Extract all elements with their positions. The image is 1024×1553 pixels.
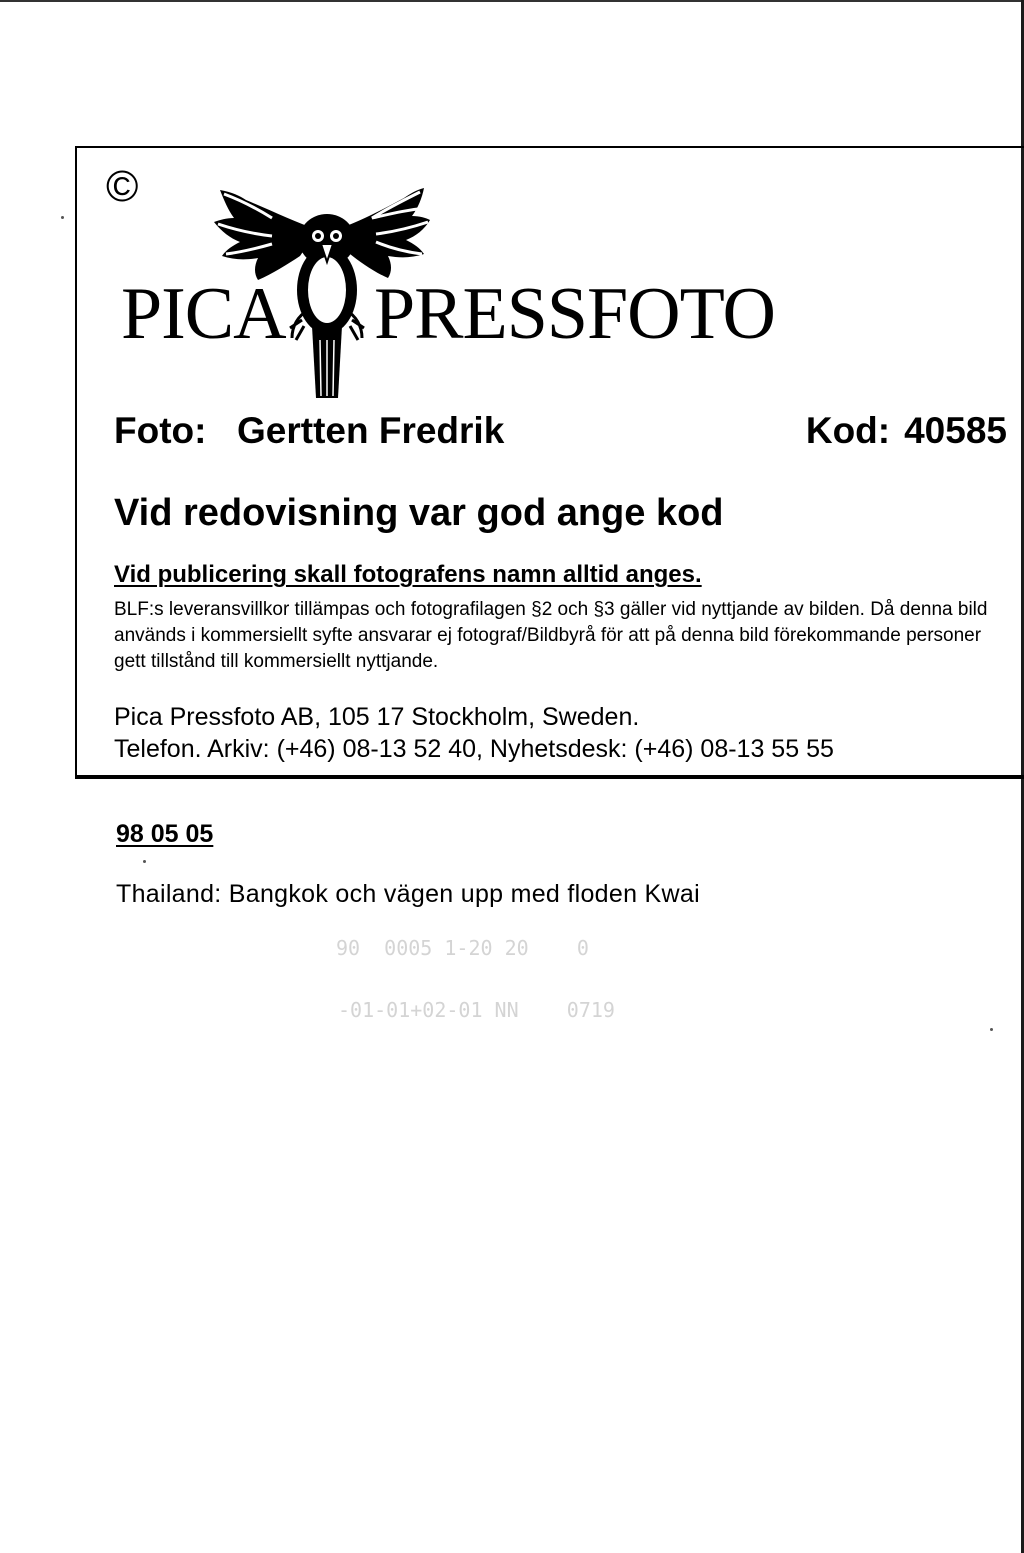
- faint-archive-code-2: -01-01+02-01 NN 0719: [338, 998, 615, 1022]
- code-label: Kod:: [805, 410, 891, 451]
- paper-top-edge: [0, 0, 1024, 2]
- copyright-icon: ©: [106, 162, 139, 211]
- faint-archive-code-1: 90 0005 1-20 20 0: [336, 936, 589, 960]
- speck: [990, 1028, 993, 1031]
- publication-notice: Vid publicering skall fotografens namn alltid anges.: [114, 561, 702, 588]
- photo-date: 98 05 05: [116, 820, 214, 848]
- speck: [61, 216, 64, 219]
- photographer-name: Gertten Fredrik: [237, 410, 505, 451]
- agency-phone: Telefon. Arkiv: (+46) 08-13 52 40, Nyhetsdesk: (+46) 08-13 55 55: [114, 735, 834, 763]
- brand-wordmark-left: PICA: [121, 273, 286, 355]
- agency-address: Pica Pressfoto AB, 105 17 Stockholm, Sweden.: [114, 703, 640, 731]
- photo-label: Foto:: [114, 410, 207, 451]
- terms-paragraph: BLF:s leveransvillkor tillämpas och fotografilagen §2 och §3 gäller vid nyttjande av bilden. Då denna bild används i kommersiellt syfte ansvarar ej fotograf/Bildbyrå för att på denna bild förekommande personer gett tillstånd till kommersiellt nyttjande.: [114, 599, 988, 672]
- agency-stamp: [75, 146, 1024, 779]
- code-value: 40585: [904, 410, 1007, 451]
- brand-wordmark-right: PRESSFOTO: [374, 273, 775, 355]
- instruction-heading: Vid redovisning var god ange kod: [114, 492, 724, 534]
- photo-caption: Thailand: Bangkok och vägen upp med floden Kwai: [116, 880, 700, 908]
- agency-contact: [114, 701, 834, 765]
- speck: [143, 860, 146, 863]
- code-group: [806, 406, 1007, 456]
